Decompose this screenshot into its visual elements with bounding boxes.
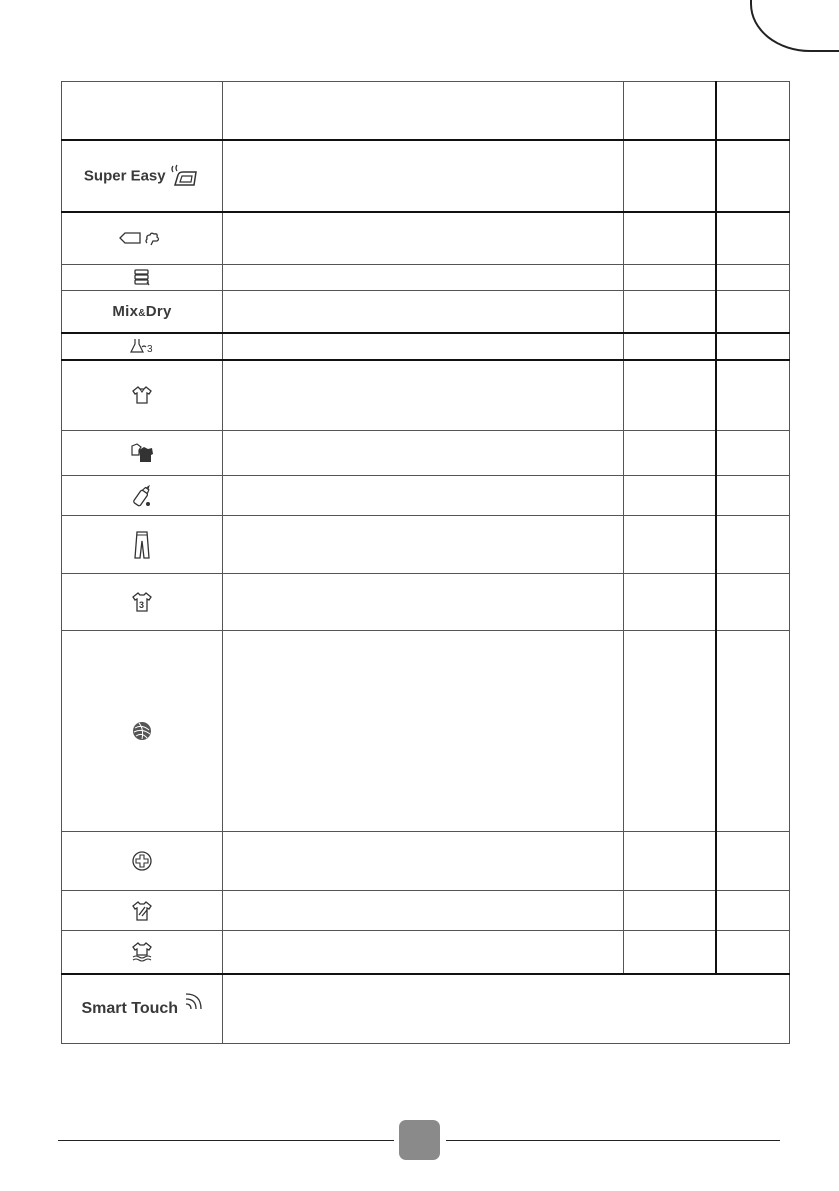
description-cell (223, 431, 624, 476)
table-row (62, 516, 790, 574)
footer-rule-right (446, 1140, 780, 1141)
baby-bottle-icon (131, 483, 153, 509)
table-header-row (62, 82, 790, 140)
value-cell (624, 631, 716, 832)
shirt-icon (131, 385, 153, 405)
value-cell (624, 832, 716, 891)
program-icon-cell (62, 974, 223, 1044)
table-row (62, 360, 790, 431)
value-cell (624, 140, 716, 212)
stacked-laundry-icon (133, 268, 151, 286)
program-icon-cell (62, 140, 223, 212)
program-icon-cell (62, 265, 223, 291)
value-cell (624, 265, 716, 291)
shirt-3-badge: 3 (139, 600, 145, 610)
value-cell (716, 333, 790, 360)
table-row (62, 333, 790, 360)
table-row (62, 631, 790, 832)
program-icon-cell (62, 360, 223, 431)
footer-rule-left (58, 1140, 394, 1141)
ampersand-label: & (138, 307, 146, 319)
description-cell (223, 140, 624, 212)
value-cell (624, 212, 716, 265)
value-cell (716, 931, 790, 974)
value-cell (624, 360, 716, 431)
table-row (62, 291, 790, 333)
smart-touch-label: Smart Touch (81, 999, 179, 1017)
value-cell (624, 431, 716, 476)
jeans-icon (133, 530, 151, 560)
program-icon-cell (62, 516, 223, 574)
wash-3-icon (129, 337, 155, 355)
value-cell (716, 212, 790, 265)
description-cell (223, 291, 624, 333)
description-cell (223, 631, 624, 832)
program-icon-cell (62, 891, 223, 931)
page-number-badge (399, 1120, 440, 1160)
program-table (61, 81, 790, 1044)
program-icon-cell (62, 574, 223, 631)
shirt-3-icon (131, 591, 153, 613)
header-cell (223, 82, 624, 140)
wash-3-badge: 3 (147, 343, 153, 355)
table-row (62, 931, 790, 974)
program-icon-cell (62, 832, 223, 891)
table-row (62, 574, 790, 631)
program-icon-cell (62, 333, 223, 360)
super-easy-iron-icon (170, 163, 200, 189)
table-row (62, 431, 790, 476)
mixed-colours-icon (129, 442, 155, 464)
description-cell (223, 333, 624, 360)
mix-label: Mix (112, 302, 139, 320)
description-cell (223, 574, 624, 631)
value-cell (716, 291, 790, 333)
wool-icon (130, 719, 154, 743)
value-cell (624, 333, 716, 360)
value-cell (624, 891, 716, 931)
header-cell (624, 82, 716, 140)
value-cell (716, 140, 790, 212)
value-cell (716, 431, 790, 476)
smart-touch-icon (183, 990, 203, 1014)
description-cell (223, 476, 624, 516)
table-row (62, 891, 790, 931)
program-icon-cell (62, 476, 223, 516)
value-cell (716, 476, 790, 516)
table-row (62, 974, 790, 1044)
value-cell (624, 476, 716, 516)
value-cell (716, 360, 790, 431)
program-icon-cell (62, 631, 223, 832)
description-cell (223, 360, 624, 431)
description-cell (223, 891, 624, 931)
header-cell (62, 82, 223, 140)
header-cell (716, 82, 790, 140)
mix-and-dry-icon (112, 303, 171, 320)
table-row (62, 212, 790, 265)
table-row (62, 265, 790, 291)
description-cell (223, 265, 624, 291)
description-cell (223, 832, 624, 891)
program-icon-cell (62, 212, 223, 265)
description-cell (223, 212, 624, 265)
value-cell (624, 574, 716, 631)
table-row (62, 140, 790, 212)
description-cell-wide (223, 974, 790, 1044)
rinse-shirt-icon (130, 941, 154, 963)
table-row (62, 832, 790, 891)
cotton-tag-icon (118, 229, 166, 247)
value-cell (624, 931, 716, 974)
description-cell (223, 931, 624, 974)
value-cell (716, 516, 790, 574)
page-corner-arc (750, 0, 839, 52)
hygiene-cross-icon (131, 850, 153, 872)
value-cell (716, 891, 790, 931)
value-cell (624, 291, 716, 333)
value-cell (624, 516, 716, 574)
value-cell (716, 265, 790, 291)
program-icon-cell (62, 431, 223, 476)
program-icon-cell (62, 931, 223, 974)
value-cell (716, 631, 790, 832)
quick-shirt-icon (131, 900, 153, 922)
value-cell (716, 832, 790, 891)
dry-label: Dry (145, 302, 172, 320)
table-row (62, 476, 790, 516)
description-cell (223, 516, 624, 574)
super-easy-label: Super Easy (83, 167, 166, 184)
program-icon-cell (62, 291, 223, 333)
value-cell (716, 574, 790, 631)
